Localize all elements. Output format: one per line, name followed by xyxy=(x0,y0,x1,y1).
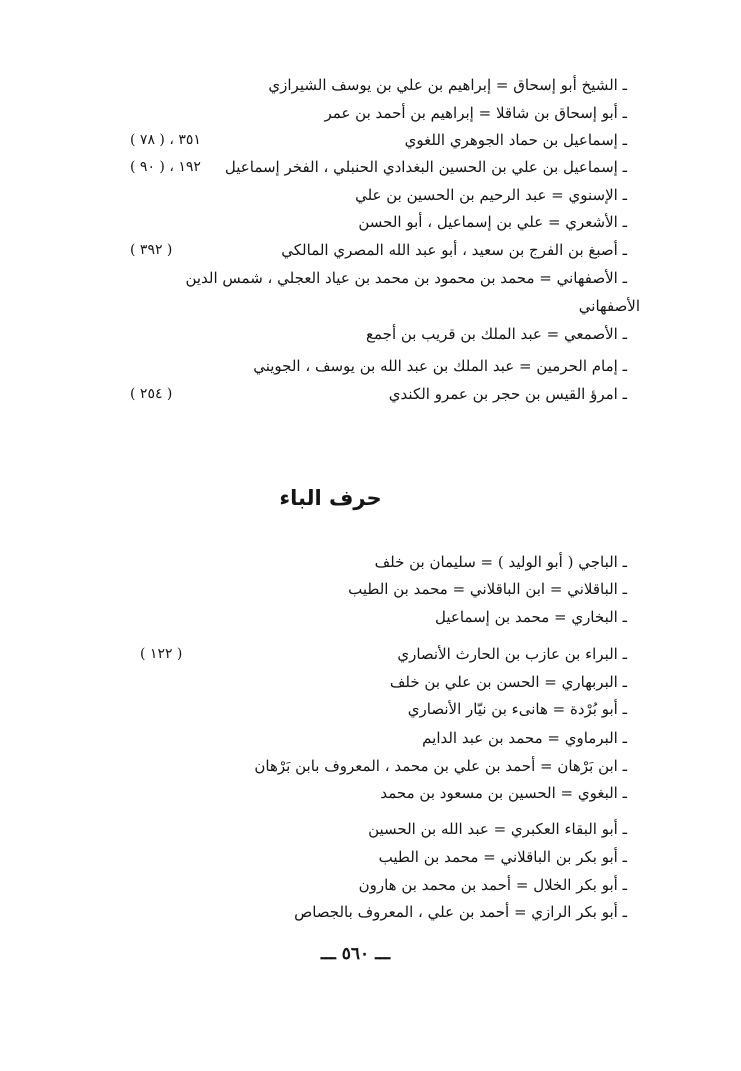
index-entry: ـ البربهاري = الحسن بن علي بن خلف xyxy=(389,673,627,691)
page-reference: ( ٩٠ ) ، ١٩٢ xyxy=(130,159,201,175)
section-heading: حرف الباء xyxy=(279,486,382,510)
index-entry: ـ أبو بكر بن الباقلاني = محمد بن الطيب xyxy=(378,848,627,866)
index-entry: ـ البغوي = الحسين بن مسعود بن محمد xyxy=(380,784,627,802)
index-entry: ـ أبو بكر الخلال = أحمد بن محمد بن هارون xyxy=(358,876,627,894)
index-entry: ـ الأصفهاني = محمد بن محمود بن محمد بن عياد العجلي ، شمس الدين xyxy=(185,269,627,287)
page-number: ـــ ٥٦٠ ـــ xyxy=(320,944,391,964)
index-entry: ـ الإسنوي = عبد الرحيم بن الحسين بن علي xyxy=(355,186,627,204)
index-entry: ـ الباجي ( أبو الوليد ) = سليمان بن خلف xyxy=(374,553,627,571)
index-entry: ـ إسماعيل بن علي بن الحسين البغدادي الحنبلي ، الفخر إسماعيل xyxy=(224,158,627,176)
index-entry-continuation: الأصفهاني xyxy=(578,297,640,315)
index-entry: ـ أبو البقاء العكبري = عبد الله بن الحسين xyxy=(368,820,627,838)
index-entry: ـ الأشعري = علي بن إسماعيل ، أبو الحسن xyxy=(358,213,627,231)
index-entry: ـ البراء بن عازب بن الحارث الأنصاري xyxy=(397,645,627,663)
index-entry: ـ البرماوي = محمد بن عبد الدايم xyxy=(422,729,627,747)
index-entry: ـ أصبغ بن الفرج بن سعيد ، أبو عبد الله المصري المالكي xyxy=(281,241,627,259)
page-reference: ( ١٢٢ ) xyxy=(140,646,183,662)
index-entry: ـ الشيخ أبو إسحاق = إبراهيم بن علي بن يوسف الشيرازي xyxy=(268,76,627,94)
index-entry: ـ ابن بَرْهان = أحمد بن علي بن محمد ، المعروف بابن بَرْهان xyxy=(254,757,627,775)
index-entry: ـ الباقلاني = ابن الباقلاني = محمد بن الطيب xyxy=(348,580,627,598)
page-reference: ( ٧٨ ) ، ٣٥١ xyxy=(130,132,201,148)
index-entry: ـ إسماعيل بن حماد الجوهري اللغوي xyxy=(404,131,627,149)
index-entry: ـ أبو بُرْدة = هانىء بن نيّار الأنصاري xyxy=(407,700,627,718)
page-reference: ( ٣٩٢ ) xyxy=(130,242,173,258)
index-entry: ـ أبو بكر الرازي = أحمد بن علي ، المعروف بالجصاص xyxy=(294,903,627,921)
index-entry: ـ امرؤ القيس بن حجر بن عمرو الكندي xyxy=(388,385,627,403)
index-entry: ـ الأصمعي = عبد الملك بن قريب بن أجمع xyxy=(366,325,627,343)
index-entry: ـ إمام الحرمين = عبد الملك بن عبد الله بن يوسف ، الجويني xyxy=(253,357,627,375)
index-entry: ـ أبو إسحاق بن شاقلا = إبراهيم بن أحمد بن عمر xyxy=(324,104,627,122)
page-reference: ( ٢٥٤ ) xyxy=(130,386,173,402)
index-entry: ـ البخاري = محمد بن إسماعيل xyxy=(435,608,627,626)
